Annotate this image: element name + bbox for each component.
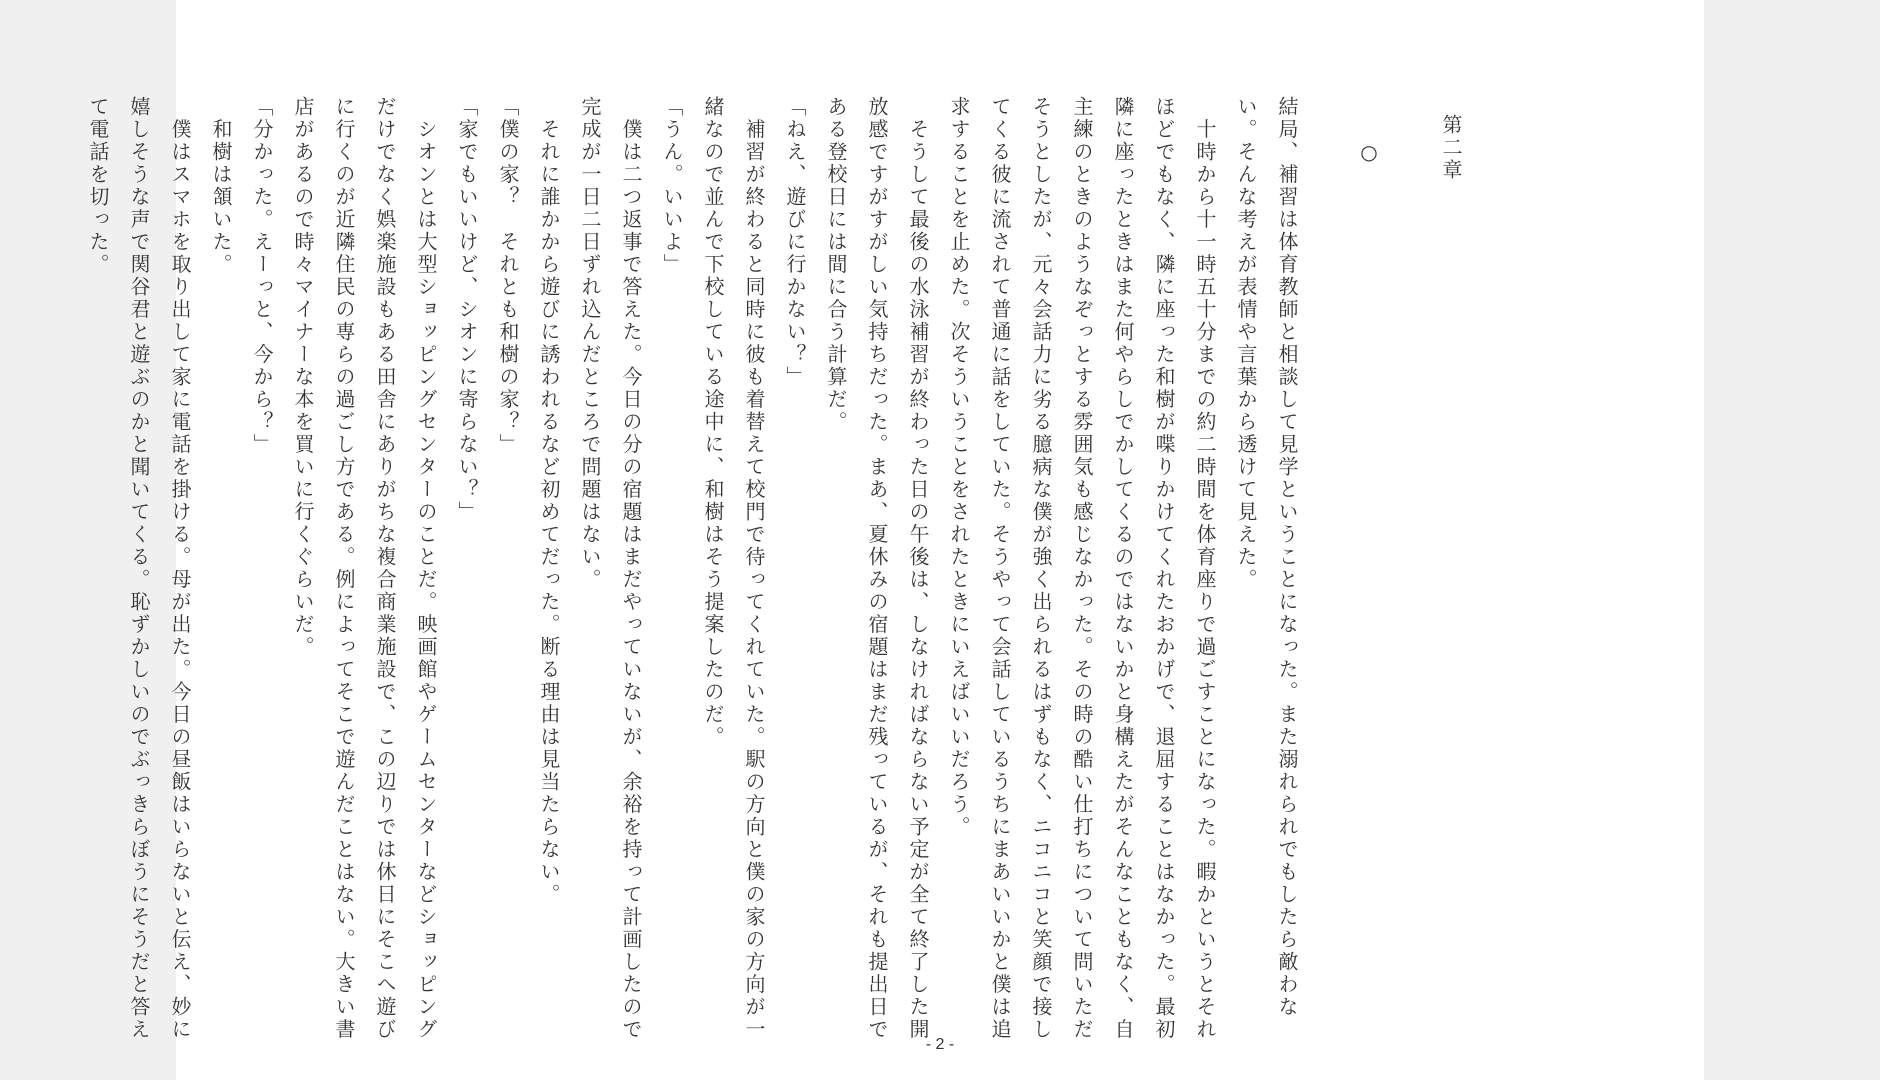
- text-line: 放感ですがすがしい気持ちだった。まあ、夏休みの宿題はまだ残っているが、それも提出日で: [865, 96, 889, 1041]
- text-line: 隣に座ったときはまた何やらしでかしてくるのではないかと身構えたがそんなこともなく、自: [1111, 96, 1135, 1041]
- text-line: そうして最後の水泳補習が終わった日の午後は、しなければならない予定が全て終了した開: [906, 96, 930, 1041]
- section-marker: ○: [1357, 140, 1381, 167]
- chapter-title: 第二章: [1439, 114, 1463, 182]
- text-line: 「家でもいいけど、シオンに寄らない？」: [455, 96, 479, 524]
- text-line: そうとしたが、元々会話力に劣る臆病な僕が強く出られるはずもなく、ニコニコと笑顔で接し: [1029, 96, 1053, 1041]
- text-line: 求することを止めた。次そういうことをされたときにいえばいいだろう。: [947, 96, 971, 839]
- text-line: 「分かった。えーっと、今から？」: [250, 96, 274, 456]
- text-line: それに誰かから遊びに誘われるなど初めてだった。断る理由は見当たらない。: [537, 96, 561, 906]
- text-line: 補習が終わると同時に彼も着替えて校門で待ってくれていた。駅の方向と僕の家の方向が一: [742, 96, 766, 1041]
- text-line: 結局、補習は体育教師と相談して見学ということになった。また溺れられでもしたら敵わな: [1275, 96, 1299, 1019]
- text-line: 僕はスマホを取り出して家に電話を掛ける。母が出た。今日の昼飯はいらないと伝え、妙に: [168, 96, 192, 1041]
- text-line: シオンとは大型ショッピングセンターのことだ。映画館やゲームセンターなどショッピング: [414, 96, 438, 1041]
- text-line: 嬉しそうな声で関谷君と遊ぶのかと聞いてくる。恥ずかしいのでぶっきらぼうにそうだと答え: [127, 96, 151, 1041]
- blank-line: [1389, 96, 1430, 97]
- blank-line: [1307, 96, 1348, 97]
- text-line: 十時から十一時五十分までの約二時間を体育座りで過ごすことになった。暇かというとそれ: [1193, 96, 1217, 1041]
- text-line: て電話を切った。: [86, 96, 110, 276]
- text-line: 店があるので時々マイナーな本を買いに行くぐらいだ。: [291, 96, 315, 659]
- text-line: い。そんな考えが表情や言葉から透けて見えた。: [1234, 96, 1258, 591]
- text-line: に行くのが近隣住民の専らの過ごし方である。例によってそこで遊んだことはない。大きい書: [332, 96, 356, 1041]
- text-line: ほどでもなく、隣に座った和樹が喋りかけてくれたおかげで、退屈することはなかった。最初: [1152, 96, 1176, 1041]
- text-line: 完成が一日二日ずれ込んだところで問題はない。: [578, 96, 602, 591]
- text-line: 緒なので並んで下校している途中に、和樹はそう提案したのだ。: [701, 96, 725, 749]
- text-line: 「ねえ、遊びに行かない？」: [783, 96, 807, 389]
- vertical-text-body: [77, 96, 1471, 1041]
- text-line: 「僕の家？ それとも和樹の家？」: [496, 96, 520, 456]
- text-line: 主練のときのようなぞっとする雰囲気も感じなかった。その時の酷い仕打ちについて問いただ: [1070, 96, 1094, 1041]
- document-page: [86, 0, 1704, 1080]
- text-line: 和樹は頷いた。: [209, 96, 233, 276]
- text-line: だけでなく娯楽施設もある田舎にありがちな複合商業施設で、この辺りでは休日にそこへ遊び: [373, 96, 397, 1041]
- text-line: 「うん。いいよ」: [660, 96, 684, 276]
- text-line: ある登校日には間に合う計算だ。: [824, 96, 848, 434]
- text-line: てくる彼に流されて普通に話をしていた。そうやって会話しているうちにまあいいかと僕は追: [988, 96, 1012, 1041]
- text-line: 僕は二つ返事で答えた。今日の分の宿題はまだやっていないが、余裕を持って計画したので: [619, 96, 643, 1041]
- page-number: - 2 -: [925, 1036, 955, 1053]
